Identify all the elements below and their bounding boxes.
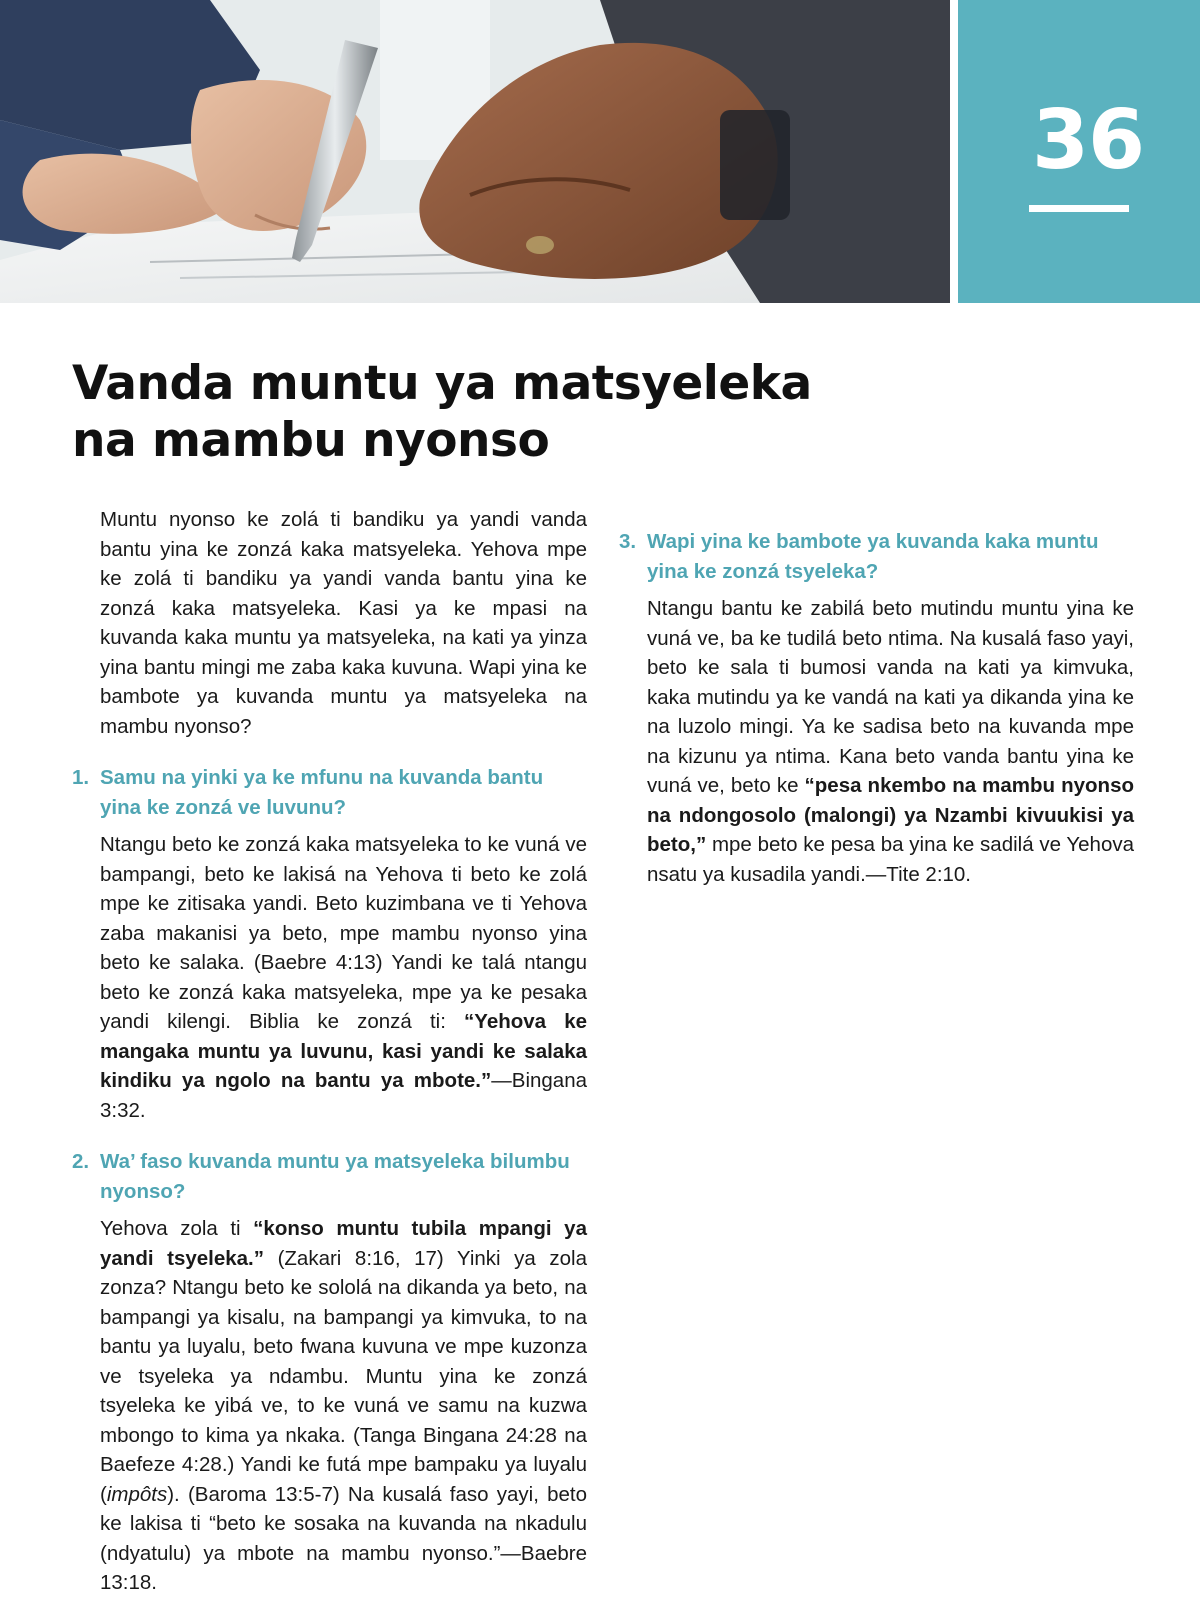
section-2-text-a: Yehova zola ti [100,1217,254,1240]
header-photo-handshake-signing [0,0,950,303]
left-column [72,505,587,1598]
section-1-reference: —Bingana 3:32. [100,1069,587,1122]
section-3-text-b: mpe beto ke pesa ba yina ke sadilá ve Yehova nsatu ya kusadila yandi.—Tite 2:10. [647,833,1134,886]
section-2-text-b: (Zakari 8:16, 17) Yinki ya zola zonza? Ntangu beto ke sololá na dikanda ya beto, na bampangi ya kisalu, na bampangi ya kimvuka, to na bantu ya luyalu, beto fwana kuvuna ve mpe kuzonza ve tsyeleka ya ndambu. Muntu yina ke zonzá tsyeleka ke yibá ve, to ke vuná ve samu na kuzwa mbongo to kima ya nkaka. (Tanga Bingana 24:28 na Baefeze 4:28.) Yandi ke futá mpe bampaku ya luyalu ( [100,1246,587,1506]
right-column [619,505,1134,889]
section-1-paragraph [100,830,587,1125]
section-3-heading-text: Wapi yina ke bambote ya kuvanda kaka muntu yina ke zonzá tsyeleka? [647,530,1099,583]
section-1-heading [72,763,587,822]
section-3-text-a: Ntangu bantu ke zabilá beto mutindu muntu yina ke vuná ve, ba ke tudilá beto ntima. Na kusalá faso yayi, beto ke sala ti bumosi vanda na kati ya kimvuka, kaka mutindu ya ke vandá na kati ya dikanda yina ke na luzolo mingi. Ya ke sadisa beto na kuvanda mpe na kizunu ya ntima. Kana beto vanda bantu yina ke vuná ve, beto ke [647,597,1134,797]
section-3-bold-quote: “pesa nkembo na mambu nyonso na ndongosolo (malongi) ya Nzambi kivuukisi ya beto,” [647,774,1134,856]
chapter-number: 36 [1031,93,1145,188]
section-3-heading [619,527,1134,586]
section-2-paragraph [100,1214,587,1598]
section-2-bold-quote: “konso muntu tubila mpangi ya yandi tsyeleka.” [100,1217,587,1270]
intro-paragraph: Muntu nyonso ke zolá ti bandiku ya yandi vanda bantu yina ke zonzá kaka matsyeleka. Yehova mpe ke zolá ti bandiku ya yandi vanda bantu yina ke zonzá kaka matsyeleka. Kasi ya ke mpasi na kuvanda kaka muntu ya matsyeleka, na kati ya yinza yina bantu mingi me zaba kaka kuvuna. Wapi yina ke bambote ya kuvanda muntu ya matsyeleka na mambu nyonso? [100,508,587,738]
chapter-number-box [958,0,1200,303]
title-line-2: na mambu nyonso [72,413,550,468]
section-2-number: 2. [72,1150,90,1173]
section-3-paragraph [647,594,1134,889]
signing-illustration [0,0,950,303]
section-1-number: 1. [72,766,90,789]
section-2-text-c: ). (Baroma 13:5-7) Na kusalá faso yayi, beto ke lakisa ti “beto ke sosaka na kuvanda na nkadulu (ndyatulu) ya mbote na mambu nyonso.”—Baebre 13:18. [100,1482,587,1594]
section-2-heading-text: Wa’ faso kuvanda muntu ya matsyeleka bilumbu nyonso? [100,1150,570,1203]
title-line-1: Vanda muntu ya matsyeleka [72,356,812,411]
section-3-number: 3. [619,530,637,553]
chapter-rule [1029,205,1129,212]
section-1-text: Ntangu beto ke zonzá kaka matsyeleka to ke vuná ve bampangi, beto ke lakisá na Yehova ti beto ke zolá mpe ke zitisaka yandi. Beto kuzimbana ve ti Yehova zaba makanisi ya beto, mpe mambu nyonso yina beto ke salaka. (Baebre 4:13) Yandi ke talá ntangu beto ke zonzá kaka matsyeleka, mpe ya ke pesaka yandi kilengi. Biblia ke zonzá ti: [100,833,587,1033]
section-1-bold-quote: “Yehova ke mangaka muntu ya luvunu, kasi yandi ke salaka kindiku ya ngolo na bantu ya mbote.” [100,1010,587,1092]
page-title [72,355,832,469]
section-2-heading [72,1147,587,1206]
section-1-heading-text: Samu na yinki ya ke mfunu na kuvanda bantu yina ke zonzá ve luvunu? [100,766,544,819]
section-2-italic-term: impôts [106,1482,168,1506]
